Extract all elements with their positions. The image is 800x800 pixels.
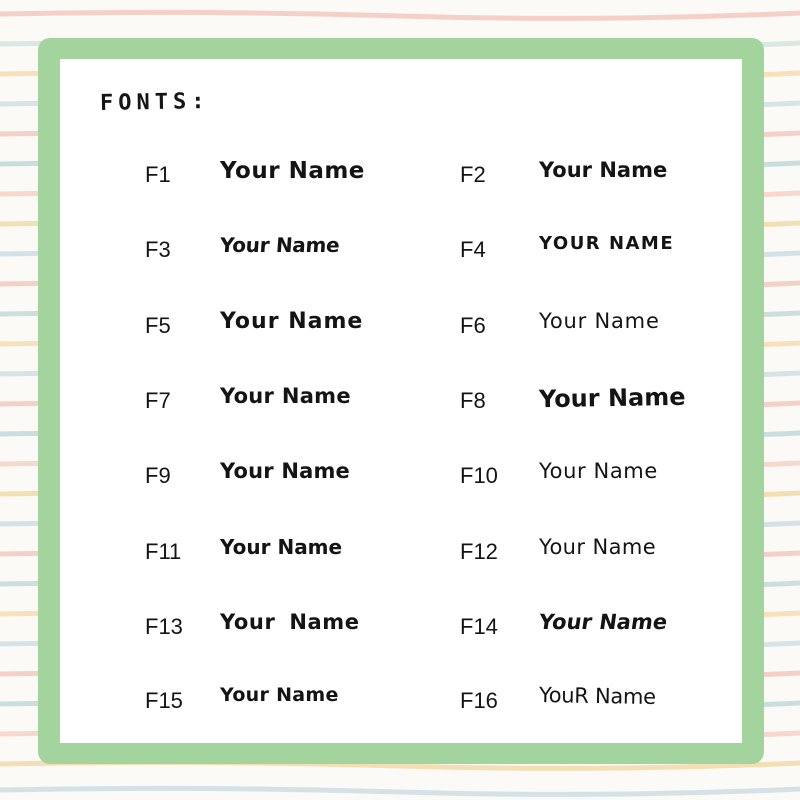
font-sample: Your Name — [539, 309, 660, 333]
font-option-f10[interactable] — [375, 455, 695, 495]
font-option-f16[interactable] — [375, 680, 695, 720]
font-sample: Your Name — [220, 684, 339, 706]
font-sample: Your Name — [539, 158, 668, 182]
font-code: F2 — [460, 162, 486, 187]
page-title: FONTS: — [99, 89, 210, 116]
font-sample: Your Name — [220, 384, 351, 408]
font-sample: Your Name — [220, 459, 350, 483]
font-code: F10 — [460, 463, 498, 488]
font-card — [60, 59, 742, 743]
font-code: F15 — [145, 688, 183, 713]
font-code: F16 — [460, 688, 498, 713]
font-option-f4[interactable] — [375, 229, 695, 269]
font-code: F7 — [145, 388, 171, 413]
font-sample: Your Name — [220, 610, 360, 634]
font-sample: Your Name — [220, 309, 364, 334]
font-sample: Your Name — [538, 382, 686, 414]
font-code: F1 — [145, 162, 171, 187]
font-sample: Your Name — [219, 233, 341, 257]
font-option-f14[interactable] — [375, 606, 695, 646]
font-option-f9[interactable] — [60, 455, 380, 495]
font-code: F9 — [145, 463, 171, 488]
font-sample: YOUR NAME — [539, 233, 675, 254]
font-code: F13 — [145, 614, 183, 639]
font-code: F3 — [145, 237, 171, 262]
font-option-f5[interactable] — [60, 305, 380, 345]
font-option-f1[interactable] — [60, 154, 380, 194]
font-sample: Your Name — [220, 158, 365, 184]
green-frame — [38, 38, 764, 764]
font-sample: Your Name — [220, 535, 343, 559]
font-sample: Your Name — [539, 535, 657, 559]
font-option-f12[interactable] — [375, 531, 695, 571]
font-option-f6[interactable] — [375, 305, 695, 345]
font-sample: Your Name — [539, 459, 658, 483]
font-code: F12 — [460, 539, 498, 564]
font-option-f11[interactable] — [60, 531, 380, 571]
font-code: F8 — [460, 388, 486, 413]
font-option-f8[interactable] — [375, 380, 695, 420]
font-option-f7[interactable] — [60, 380, 380, 420]
font-code: F6 — [460, 313, 486, 338]
font-sample: Your Name — [537, 610, 669, 634]
font-option-f13[interactable] — [60, 606, 380, 646]
font-option-f2[interactable] — [375, 154, 695, 194]
font-code: F5 — [145, 313, 171, 338]
font-code: F11 — [145, 539, 182, 564]
font-code: F14 — [460, 614, 498, 639]
font-option-f3[interactable] — [60, 229, 380, 269]
font-option-f15[interactable] — [60, 680, 380, 720]
font-code: F4 — [460, 237, 486, 262]
font-sample: YouR Name — [538, 682, 656, 710]
